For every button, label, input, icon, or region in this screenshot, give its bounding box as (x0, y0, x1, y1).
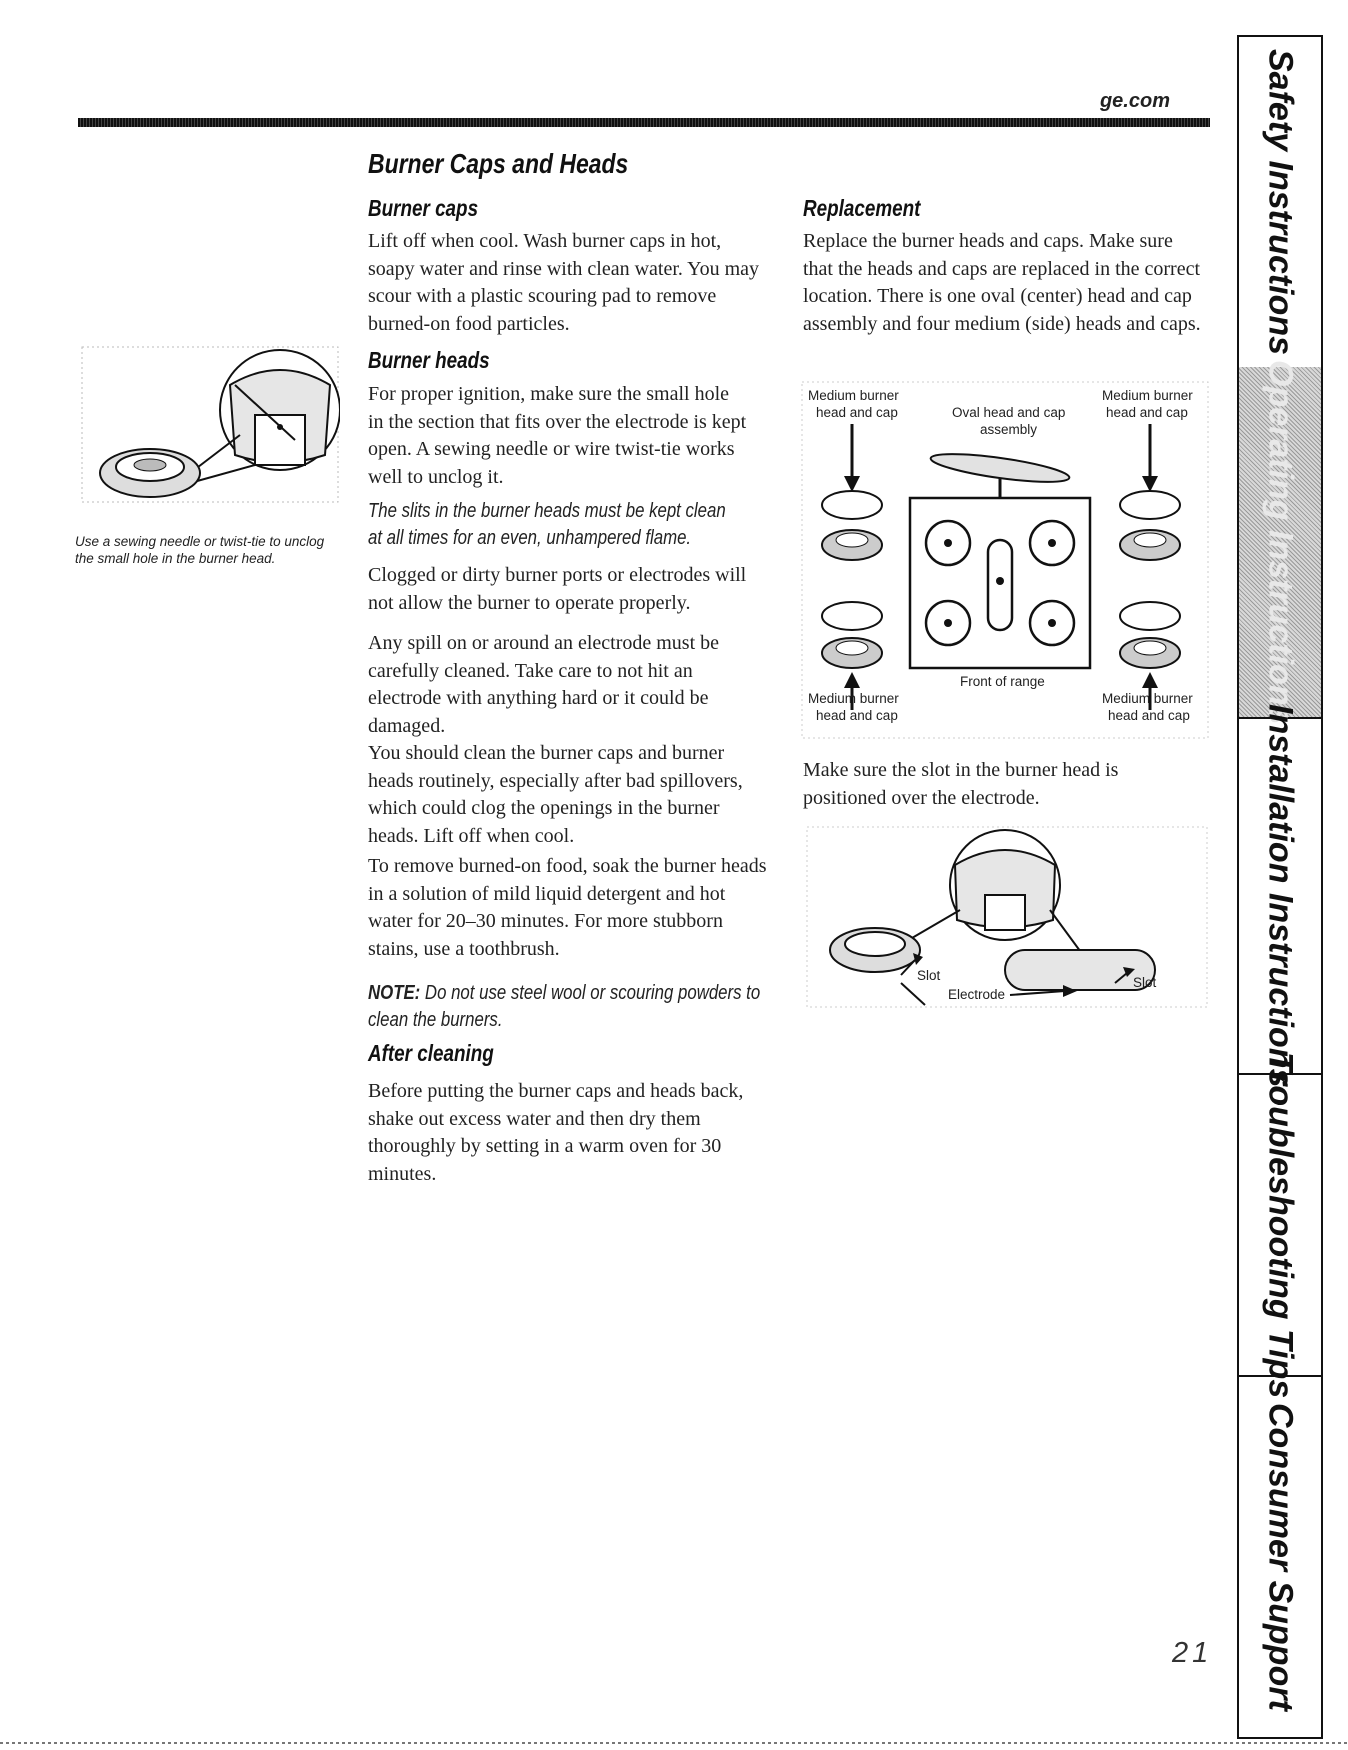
heading-after-cleaning: After cleaning (368, 1040, 494, 1066)
note (368, 980, 763, 1034)
label-slot-left: Slot (917, 968, 941, 983)
tab-installation-instructions[interactable] (1239, 704, 1321, 1088)
tab-label: Troubleshooting Tips (1261, 1051, 1300, 1399)
burner-caps-text: Lift off when cool. Wash burner caps in hot, soapy water and rinse with clean water. You may scour with a plastic scouring pad to remove burned-on food particles. (368, 230, 760, 335)
after-cleaning-text: Before putting the burner caps and heads back, shake out excess water and then dry them thoroughly by setting in a warm oven for 30 minutes. (368, 1080, 744, 1185)
burner-layout-diagram (800, 380, 1210, 740)
label-slot-right: Slot (1133, 975, 1157, 990)
burner-heads-p2: Clogged or dirty burner ports or electrodes will not allow the burner to operate properly. (368, 564, 747, 614)
section-sidebar (1237, 35, 1323, 1739)
label-top-center-2: assembly (980, 422, 1038, 437)
slot-electrode-diagram (805, 825, 1210, 1010)
burner-heads-p1: For proper ignition, make sure the small hole in the section that fits over the electrode is kept open. A sewing needle or wire twist-tie works well to unclog it. (368, 383, 747, 488)
header-rule (78, 118, 1210, 127)
tab-label: Consumer Support (1261, 1403, 1300, 1711)
heading-replacement: Replacement (803, 195, 921, 221)
bottom-rule (0, 1742, 1348, 1744)
slot-instruction-text: Make sure the slot in the burner head is positioned over the electrode. (803, 759, 1119, 809)
label-electrode: Electrode (948, 987, 1006, 1002)
label-front-of-range: Front of range (960, 674, 1045, 689)
label-top-right-1: Medium burner (1102, 388, 1193, 403)
burner-heads-p3: Any spill on or around an electrode must be carefully cleaned. Take care to not hit an electrode with anything hard or it could be damaged. (368, 632, 720, 737)
heading-burner-caps: Burner caps (368, 195, 479, 221)
label-top-center-1: Oval head and cap (952, 405, 1066, 420)
tab-operating-instructions[interactable] (1239, 359, 1321, 725)
label-top-left-2: head and cap (816, 405, 898, 420)
burner-needle-illustration (80, 345, 340, 525)
tab-label: Safety Instructions (1261, 48, 1300, 356)
site-url: ge.com (1099, 90, 1170, 112)
label-top-left-1: Medium burner (808, 388, 899, 403)
label-bottom-left-2: head and cap (816, 708, 898, 723)
label-bottom-left-1: Medium burner (808, 691, 899, 706)
heading-burner-heads: Burner heads (368, 347, 490, 373)
figure-caption: Use a sewing needle or twist-tie to unclog the small hole in the burner head. (75, 534, 325, 566)
tab-safety-instructions[interactable] (1239, 35, 1321, 369)
label-top-right-2: head and cap (1106, 405, 1188, 420)
label-bottom-right-2: head and cap (1108, 708, 1190, 723)
page-number: 21 (1172, 1637, 1213, 1669)
tab-label: Operating Instructions (1261, 359, 1300, 725)
note-label: NOTE: (368, 982, 421, 1004)
tab-troubleshooting-tips[interactable] (1239, 1051, 1321, 1399)
tab-label: Installation Instructions (1261, 704, 1300, 1088)
burner-heads-p4: You should clean the burner caps and burner heads routinely, especially after bad spillovers, which could clog the openings in the burner heads. Lift off when cool. (368, 742, 743, 847)
burner-heads-italic-note: The slits in the burner heads must be kept clean at all times for an even, unhampered flame. (368, 500, 726, 549)
note-text: Do not use steel wool or scouring powders to clean the burners. (368, 982, 761, 1031)
page-title: Burner Caps and Heads (368, 148, 629, 179)
tab-consumer-support[interactable] (1239, 1377, 1321, 1739)
burner-heads-p5: To remove burned-on food, soak the burner heads in a solution of mild liquid detergent and hot water for 20–30 minutes. For more stubborn stains, use a toothbrush. (368, 855, 767, 960)
label-bottom-right-1: Medium burner (1102, 691, 1193, 706)
replacement-text: Replace the burner heads and caps. Make sure that the heads and caps are replaced in the correct location. There is one oval (center) head and cap assembly and four medium (side) heads and caps. (803, 230, 1201, 335)
